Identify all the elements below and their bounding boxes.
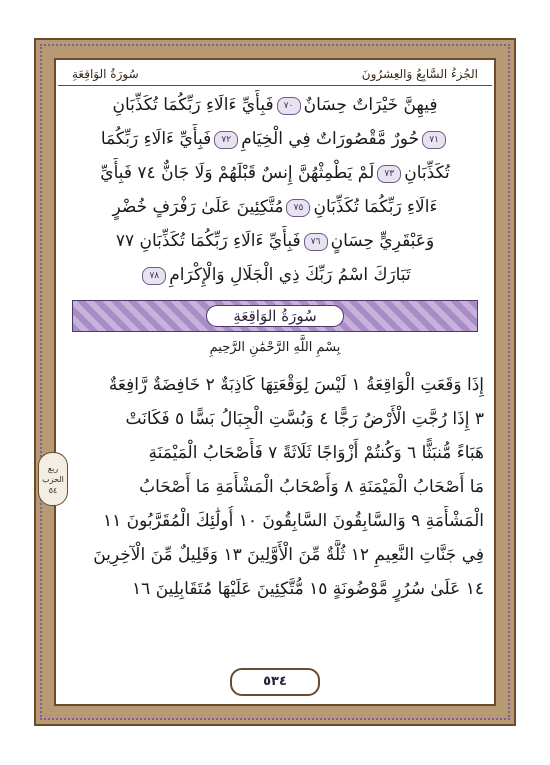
quran-line: ١٤ عَلَىٰ سُرُرٍ مَّوْضُونَةٍ ١٥ مُّتَّكِئِينَ عَلَيْهَا مُتَقَابِلِينَ ١٦ (132, 579, 484, 599)
basmala: بِسْمِ اللَّهِ الرَّحْمَٰنِ الرَّحِيمِ (209, 340, 341, 355)
surah-title-banner (72, 300, 478, 332)
quran-line: فِيهِنَّ خَيْرَاتٌ حِسَانٌ٧٠فَبِأَيِّ ءَالَاءِ رَبِّكُمَا تُكَذِّبَانِ (112, 95, 438, 115)
quran-line: فِي جَنَّاتِ النَّعِيمِ ١٢ ثُلَّةٌ مِّنَ الْأَوَّلِينَ ١٣ وَقَلِيلٌ مِّنَ الْآخِرِينَ (93, 545, 484, 565)
quran-line: هَبَاءً مُّنبَثًّا ٦ وَكُنتُمْ أَزْوَاجًا ثَلَاثَةً ٧ فَأَصْحَابُ الْمَيْمَنَةِ (148, 443, 484, 463)
verse-marker: ٧٠ (277, 97, 301, 115)
surah-title: سُورَةُ الوَاقِعَةِ (206, 305, 343, 327)
verse-marker: ٧٦ (304, 233, 328, 251)
quran-line: الْمَشْأَمَةِ ٩ وَالسَّابِقُونَ السَّابِقُونَ ١٠ أُولَٰئِكَ الْمُقَرَّبُونَ ١١ (103, 511, 484, 531)
page-content (54, 58, 496, 706)
page-header (58, 62, 492, 86)
verse-marker: ٧١ (422, 131, 446, 149)
juz-name-header: الجُزءُ السَّابِعُ وَالعِشرُونَ (361, 66, 478, 81)
verse-marker: ٧٣ (377, 165, 401, 183)
quran-line: وَعَبْقَرِيٍّ حِسَانٍ٧٦فَبِأَيِّ ءَالَاءِ رَبِّكُمَا تُكَذِّبَانِ ٧٧ (115, 231, 435, 251)
surah-name-header: سُورَةُ الوَاقِعَةِ (72, 66, 139, 81)
quran-line: ءَالَاءِ رَبِّكُمَا تُكَذِّبَانِ٧٥مُتَّكِئِينَ عَلَىٰ رَفْرَفٍ خُضْرٍ (112, 197, 438, 217)
quran-line: تُكَذِّبَانِ٧٣لَمْ يَطْمِثْهُنَّ إِنسٌ قَبْلَهُمْ وَلَا جَانٌّ ٧٤ فَبِأَيِّ (100, 163, 450, 183)
page-frame (34, 38, 516, 726)
quran-line: تَبَارَكَ اسْمُ رَبِّكَ ذِي الْجَلَالِ وَالْإِكْرَامِ٧٨ (66, 260, 484, 290)
verse-marker: ٧٥ (286, 199, 310, 217)
quran-line: ٣ إِذَا رُجَّتِ الْأَرْضُ رَجًّا ٤ وَبُسَّتِ الْجِبَالُ بَسًّا ٥ فَكَانَتْ (125, 409, 484, 429)
verse-marker: ٧٢ (214, 131, 238, 149)
text-area (66, 88, 484, 658)
quran-line: ٧١حُورٌ مَّقْصُورَاتٌ فِي الْخِيَامِ٧٢فَبِأَيِّ ءَالَاءِ رَبِّكُمَا (66, 124, 484, 154)
page-number: ٥٣٤ (230, 668, 320, 696)
quran-line: إِذَا وَقَعَتِ الْوَاقِعَةُ ١ لَيْسَ لِوَقْعَتِهَا كَاذِبَةٌ ٢ خَافِضَةٌ رَّافِعَةٌ (108, 375, 484, 395)
quran-line: مَا أَصْحَابُ الْمَيْمَنَةِ ٨ وَأَصْحَابُ الْمَشْأَمَةِ مَا أَصْحَابُ (139, 477, 484, 497)
verse-marker: ٧٨ (142, 267, 166, 285)
hizb-marker: ربع الحزب ٥٤ (38, 452, 68, 506)
